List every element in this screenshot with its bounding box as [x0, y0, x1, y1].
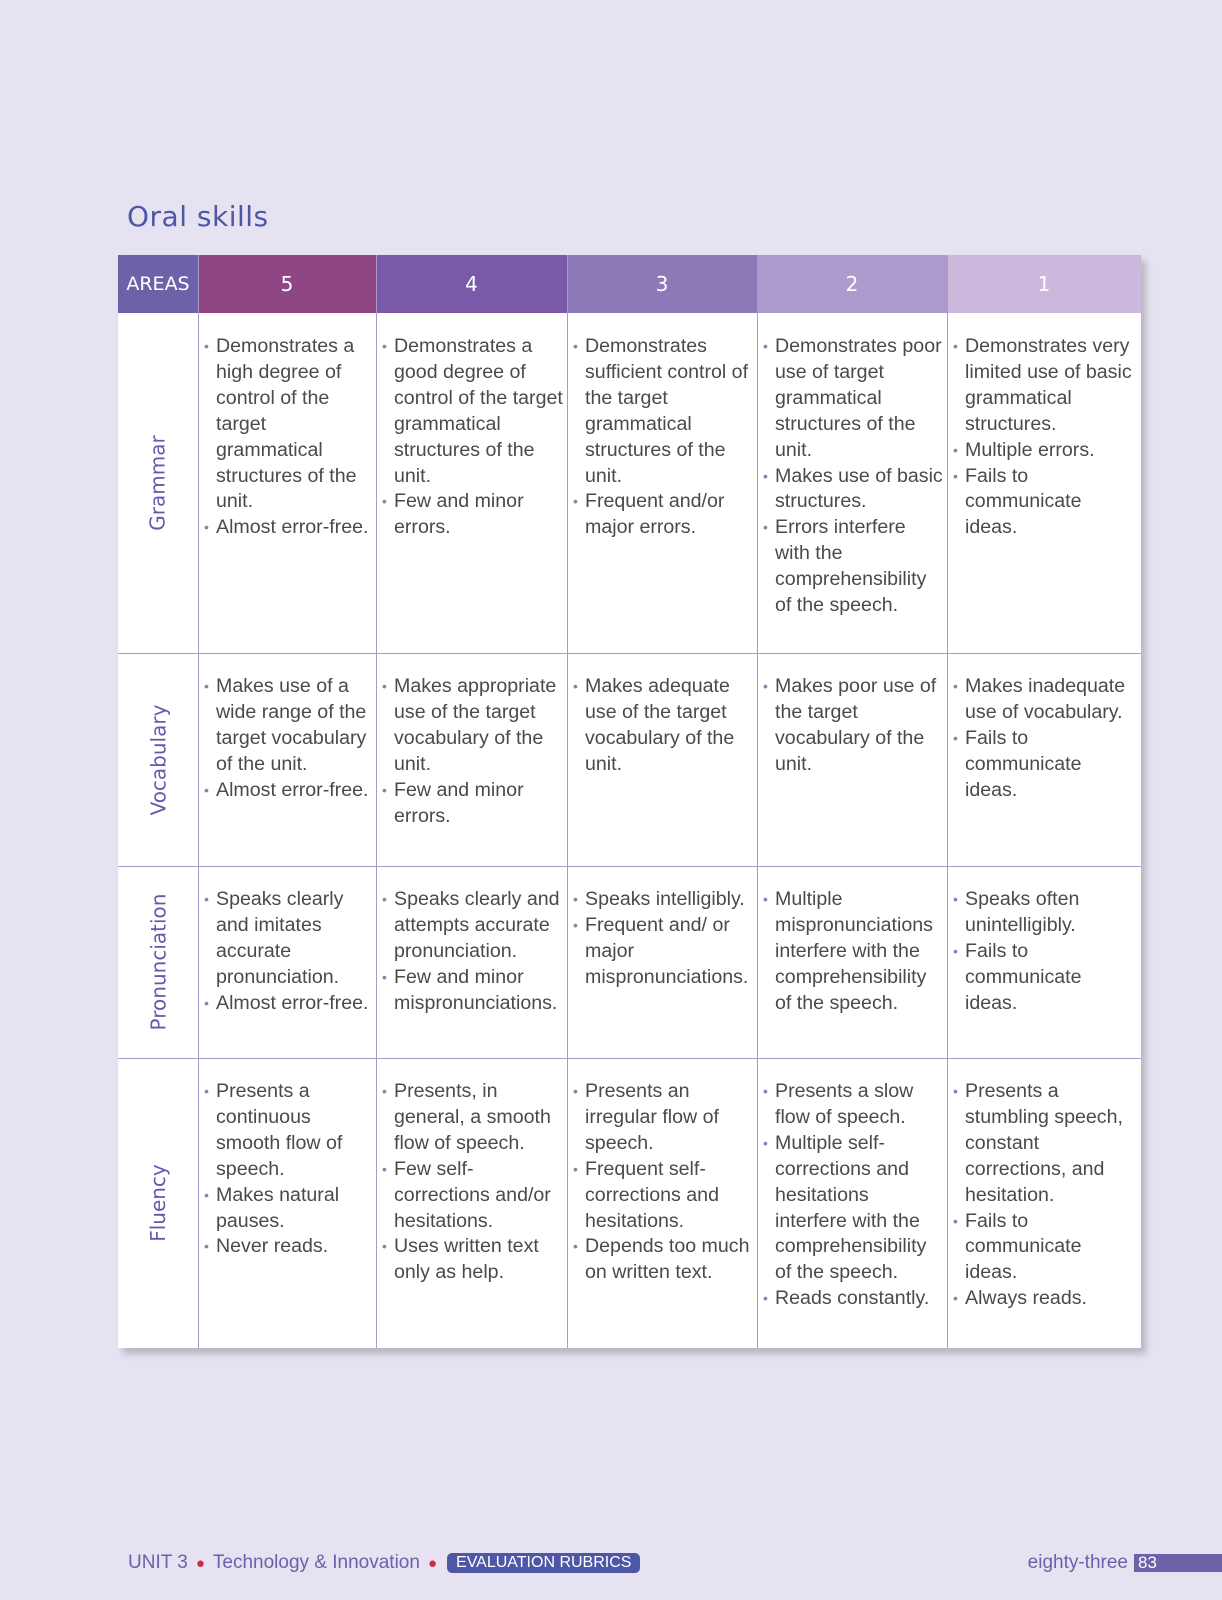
- criterion-item: • Makes poor use of the target vocabulary of the unit.: [763, 674, 945, 778]
- criterion-item: • Fails to communicate ideas.: [953, 1209, 1139, 1287]
- rubric-cell-vocabulary-4: [376, 653, 567, 866]
- rubric-cell-vocabulary-2: [757, 653, 947, 866]
- rubric-cell-pronunciation-5: [198, 866, 376, 1058]
- criteria-list: [382, 334, 565, 541]
- criterion-item: • Presents an irregular flow of speech.: [573, 1079, 755, 1157]
- rubric-cell-grammar-3: [567, 313, 757, 653]
- criterion-item: • Makes use of basic structures.: [763, 464, 945, 516]
- criterion-item: • Fails to communicate ideas.: [953, 464, 1139, 542]
- criterion-item: • Few self-corrections and/or hesitations.: [382, 1157, 565, 1235]
- area-label-vocabulary: [118, 653, 198, 866]
- criteria-list: [204, 1079, 374, 1260]
- criteria-list: [763, 674, 945, 778]
- footer-section-badge: EVALUATION RUBRICS: [447, 1553, 640, 1573]
- area-label-text: Grammar: [146, 435, 171, 531]
- criteria-list: [204, 674, 374, 804]
- rubric-cell-fluency-3: [567, 1058, 757, 1348]
- bullet-dot-icon: ●: [195, 1554, 205, 1572]
- header-areas: AREAS: [118, 255, 198, 313]
- criterion-item: • Presents a slow flow of speech.: [763, 1079, 945, 1131]
- header-level-2: 2: [757, 255, 947, 313]
- criteria-list: [953, 1079, 1139, 1312]
- criterion-item: • Multiple errors.: [953, 438, 1139, 464]
- area-label-text: Vocabulary: [146, 704, 171, 815]
- criterion-item: • Never reads.: [204, 1234, 374, 1260]
- page-title: Oral skills: [127, 200, 269, 233]
- criteria-list: [382, 887, 565, 1017]
- rubric-cell-grammar-2: [757, 313, 947, 653]
- criterion-item: • Multiple self-corrections and hesitations interfere with the comprehensibility of the speech.: [763, 1131, 945, 1286]
- criterion-item: • Frequent and/or major errors.: [573, 489, 755, 541]
- rubric-cell-pronunciation-3: [567, 866, 757, 1058]
- criterion-item: • Demonstrates a good degree of control of the target grammatical structures of the unit.: [382, 334, 565, 489]
- criterion-item: • Presents a continuous smooth flow of speech.: [204, 1079, 374, 1183]
- criterion-item: • Speaks clearly and imitates accurate pronunciation.: [204, 887, 374, 991]
- area-label-grammar: [118, 313, 198, 653]
- rubric-cell-vocabulary-1: [947, 653, 1141, 866]
- criterion-item: • Almost error-free.: [204, 778, 374, 804]
- criteria-list: [573, 887, 755, 991]
- footer-unit: UNIT 3: [128, 1552, 188, 1573]
- criteria-list: [382, 1079, 565, 1286]
- rubric-cell-vocabulary-5: [198, 653, 376, 866]
- rubric-cell-grammar-1: [947, 313, 1141, 653]
- criterion-item: • Frequent and/ or major mispronunciations.: [573, 913, 755, 991]
- criteria-list: [953, 334, 1139, 541]
- area-label-text: Pronunciation: [146, 893, 170, 1031]
- bullet-dot-icon: ●: [427, 1554, 438, 1572]
- criterion-item: • Multiple mispronunciations interfere with the comprehensibility of the speech.: [763, 887, 945, 1017]
- criterion-item: • Always reads.: [953, 1286, 1139, 1312]
- rubric-cell-fluency-4: [376, 1058, 567, 1348]
- rubric-cell-fluency-1: [947, 1058, 1141, 1348]
- rubric-cell-grammar-4: [376, 313, 567, 653]
- header-level-4: 4: [376, 255, 567, 313]
- criteria-list: [763, 887, 945, 1017]
- header-level-1: 1: [947, 255, 1141, 313]
- footer-topic: Technology & Innovation: [212, 1552, 420, 1573]
- criterion-item: • Few and minor errors.: [382, 778, 565, 830]
- criterion-item: • Depends too much on written text.: [573, 1234, 755, 1286]
- header-level-3: 3: [567, 255, 757, 313]
- rubric-cell-pronunciation-2: [757, 866, 947, 1058]
- criteria-list: [204, 887, 374, 1017]
- criterion-item: • Makes appropriate use of the target vocabulary of the unit.: [382, 674, 565, 778]
- criterion-item: • Speaks intelligibly.: [573, 887, 755, 913]
- criterion-item: • Frequent self-corrections and hesitations.: [573, 1157, 755, 1235]
- rubric-cell-vocabulary-3: [567, 653, 757, 866]
- area-label-pronunciation: [118, 866, 198, 1058]
- criterion-item: • Presents, in general, a smooth flow of speech.: [382, 1079, 565, 1157]
- rubric-cell-fluency-2: [757, 1058, 947, 1348]
- criterion-item: • Demonstrates sufficient control of the target grammatical structures of the unit.: [573, 334, 755, 489]
- criterion-item: • Uses written text only as help.: [382, 1234, 565, 1286]
- rubric-cell-grammar-5: [198, 313, 376, 653]
- criteria-list: [382, 674, 565, 829]
- criterion-item: • Presents a stumbling speech, constant corrections, and hesitation.: [953, 1079, 1139, 1209]
- criteria-list: [763, 1079, 945, 1312]
- criterion-item: • Almost error-free.: [204, 991, 374, 1017]
- criterion-item: • Few and minor mispronunciations.: [382, 965, 565, 1017]
- criterion-item: • Makes use of a wide range of the target vocabulary of the unit.: [204, 674, 374, 778]
- criterion-item: • Makes natural pauses.: [204, 1183, 374, 1235]
- page-number-words: eighty-three: [1027, 1552, 1128, 1573]
- criterion-item: • Demonstrates a high degree of control of the target grammatical structures of the unit.: [204, 334, 374, 515]
- rubric-table: [118, 255, 1141, 1348]
- criteria-list: [573, 1079, 755, 1286]
- criterion-item: • Fails to communicate ideas.: [953, 726, 1139, 804]
- criterion-item: • Errors interfere with the comprehensibility of the speech.: [763, 515, 945, 619]
- header-level-5: 5: [198, 255, 376, 313]
- criteria-list: [573, 674, 755, 778]
- area-label-text: Fluency: [146, 1164, 170, 1242]
- page-number-block: [1028, 1552, 1222, 1574]
- criteria-list: [763, 334, 945, 619]
- criterion-item: • Speaks clearly and attempts accurate pronunciation.: [382, 887, 565, 965]
- criteria-list: [573, 334, 755, 541]
- rubric-cell-fluency-5: [198, 1058, 376, 1348]
- criterion-item: • Few and minor errors.: [382, 489, 565, 541]
- criterion-item: • Makes inadequate use of vocabulary.: [953, 674, 1139, 726]
- criterion-item: • Reads constantly.: [763, 1286, 945, 1312]
- criterion-item: • Almost error-free.: [204, 515, 374, 541]
- page-number: 83: [1134, 1554, 1222, 1572]
- criteria-list: [953, 887, 1139, 1017]
- criterion-item: • Demonstrates very limited use of basic grammatical structures.: [953, 334, 1139, 438]
- criterion-item: • Demonstrates poor use of target grammatical structures of the unit.: [763, 334, 945, 464]
- criterion-item: • Fails to communicate ideas.: [953, 939, 1139, 1017]
- criterion-item: • Speaks often unintelligibly.: [953, 887, 1139, 939]
- criteria-list: [204, 334, 374, 541]
- footer-breadcrumb: [128, 1552, 640, 1574]
- rubric-cell-pronunciation-4: [376, 866, 567, 1058]
- rubric-cell-pronunciation-1: [947, 866, 1141, 1058]
- area-label-fluency: [118, 1058, 198, 1348]
- criteria-list: [953, 674, 1139, 804]
- criterion-item: • Makes adequate use of the target vocabulary of the unit.: [573, 674, 755, 778]
